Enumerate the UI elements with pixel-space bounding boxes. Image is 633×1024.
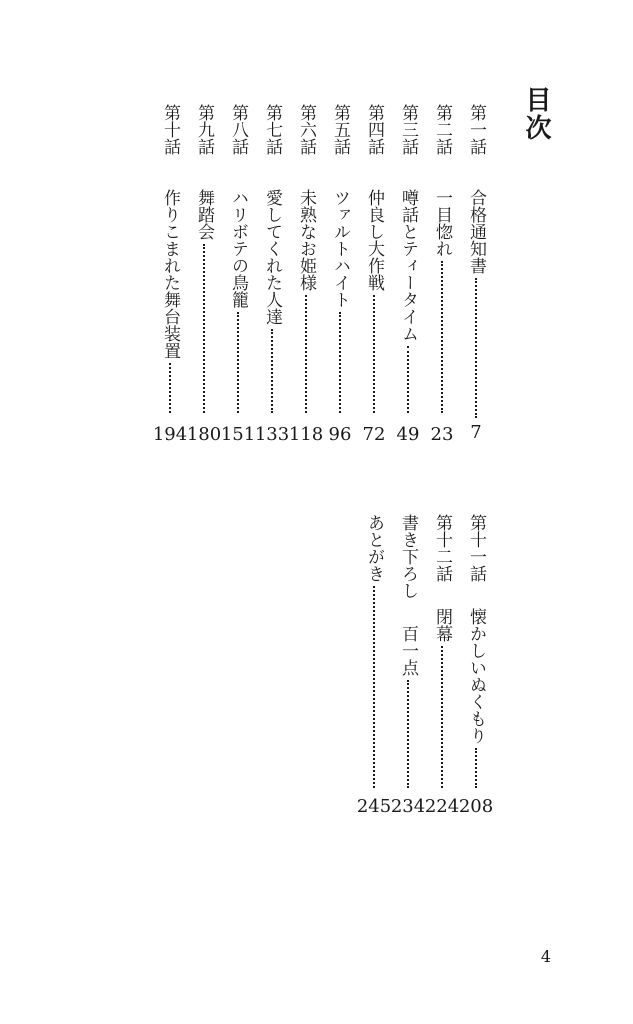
chapter-number: 第十話: [160, 104, 180, 155]
chapter-title: 合格通知書: [466, 189, 486, 274]
page-number: 224: [424, 796, 460, 817]
page-number: 96: [328, 424, 352, 445]
chapter-number: 第八話: [228, 104, 248, 155]
toc-heading: 目次: [521, 86, 551, 142]
page-number: 234: [390, 796, 426, 817]
page-number: 72: [362, 424, 386, 445]
page-number: 194: [152, 424, 188, 445]
chapter-number: 第二話: [432, 104, 452, 155]
chapter-number: 第六話: [296, 104, 316, 155]
page-number: 133: [254, 424, 290, 445]
chapter-title: あとがき: [364, 514, 384, 582]
chapter-number: 第一話: [466, 104, 486, 155]
page-number: 180: [186, 424, 222, 445]
chapter-title: 一目惚れ: [432, 189, 452, 257]
chapter-title: 愛してくれた人達: [262, 189, 282, 325]
chapter-title: 作りこまれた舞台装置: [160, 189, 180, 359]
chapter-title: ツァルトハイト: [330, 189, 350, 308]
chapter-title: 百一点: [398, 625, 418, 676]
chapter-number: 第九話: [194, 104, 214, 155]
chapter-title: 仲良し大作戦: [364, 189, 384, 291]
chapter-number: 第七話: [262, 104, 282, 155]
chapter-title: 未熟なお姫様: [296, 189, 316, 291]
page-number: 151: [220, 424, 256, 445]
chapter-number: 第五話: [330, 104, 350, 155]
page-number: 7: [470, 422, 482, 443]
chapter-number: 第三話: [398, 104, 418, 155]
chapter-title: 噂話とティータイム: [398, 189, 418, 342]
page-number: 49: [396, 424, 420, 445]
chapter-number: 第四話: [364, 104, 384, 155]
chapter-title: 懐かしいぬくもり: [466, 608, 486, 744]
page-number: 23: [430, 424, 454, 445]
page-number: 118: [288, 424, 324, 445]
dot-leader: [441, 646, 443, 788]
chapter-title: ハリボテの鳥籠: [228, 189, 248, 308]
dot-leader: [373, 586, 375, 788]
chapter-number: 第十一話: [466, 514, 486, 582]
chapter-title: 閉幕: [432, 608, 452, 642]
dot-leader: [475, 748, 477, 788]
page-number: 208: [458, 796, 494, 817]
chapter-number: 書き下ろし: [398, 514, 418, 599]
dot-leader: [407, 680, 409, 788]
chapter-title: 舞踏会: [194, 189, 214, 240]
chapter-number: 第十二話: [432, 514, 452, 582]
page-folio: 4: [540, 947, 552, 966]
page-number: 245: [356, 796, 392, 817]
